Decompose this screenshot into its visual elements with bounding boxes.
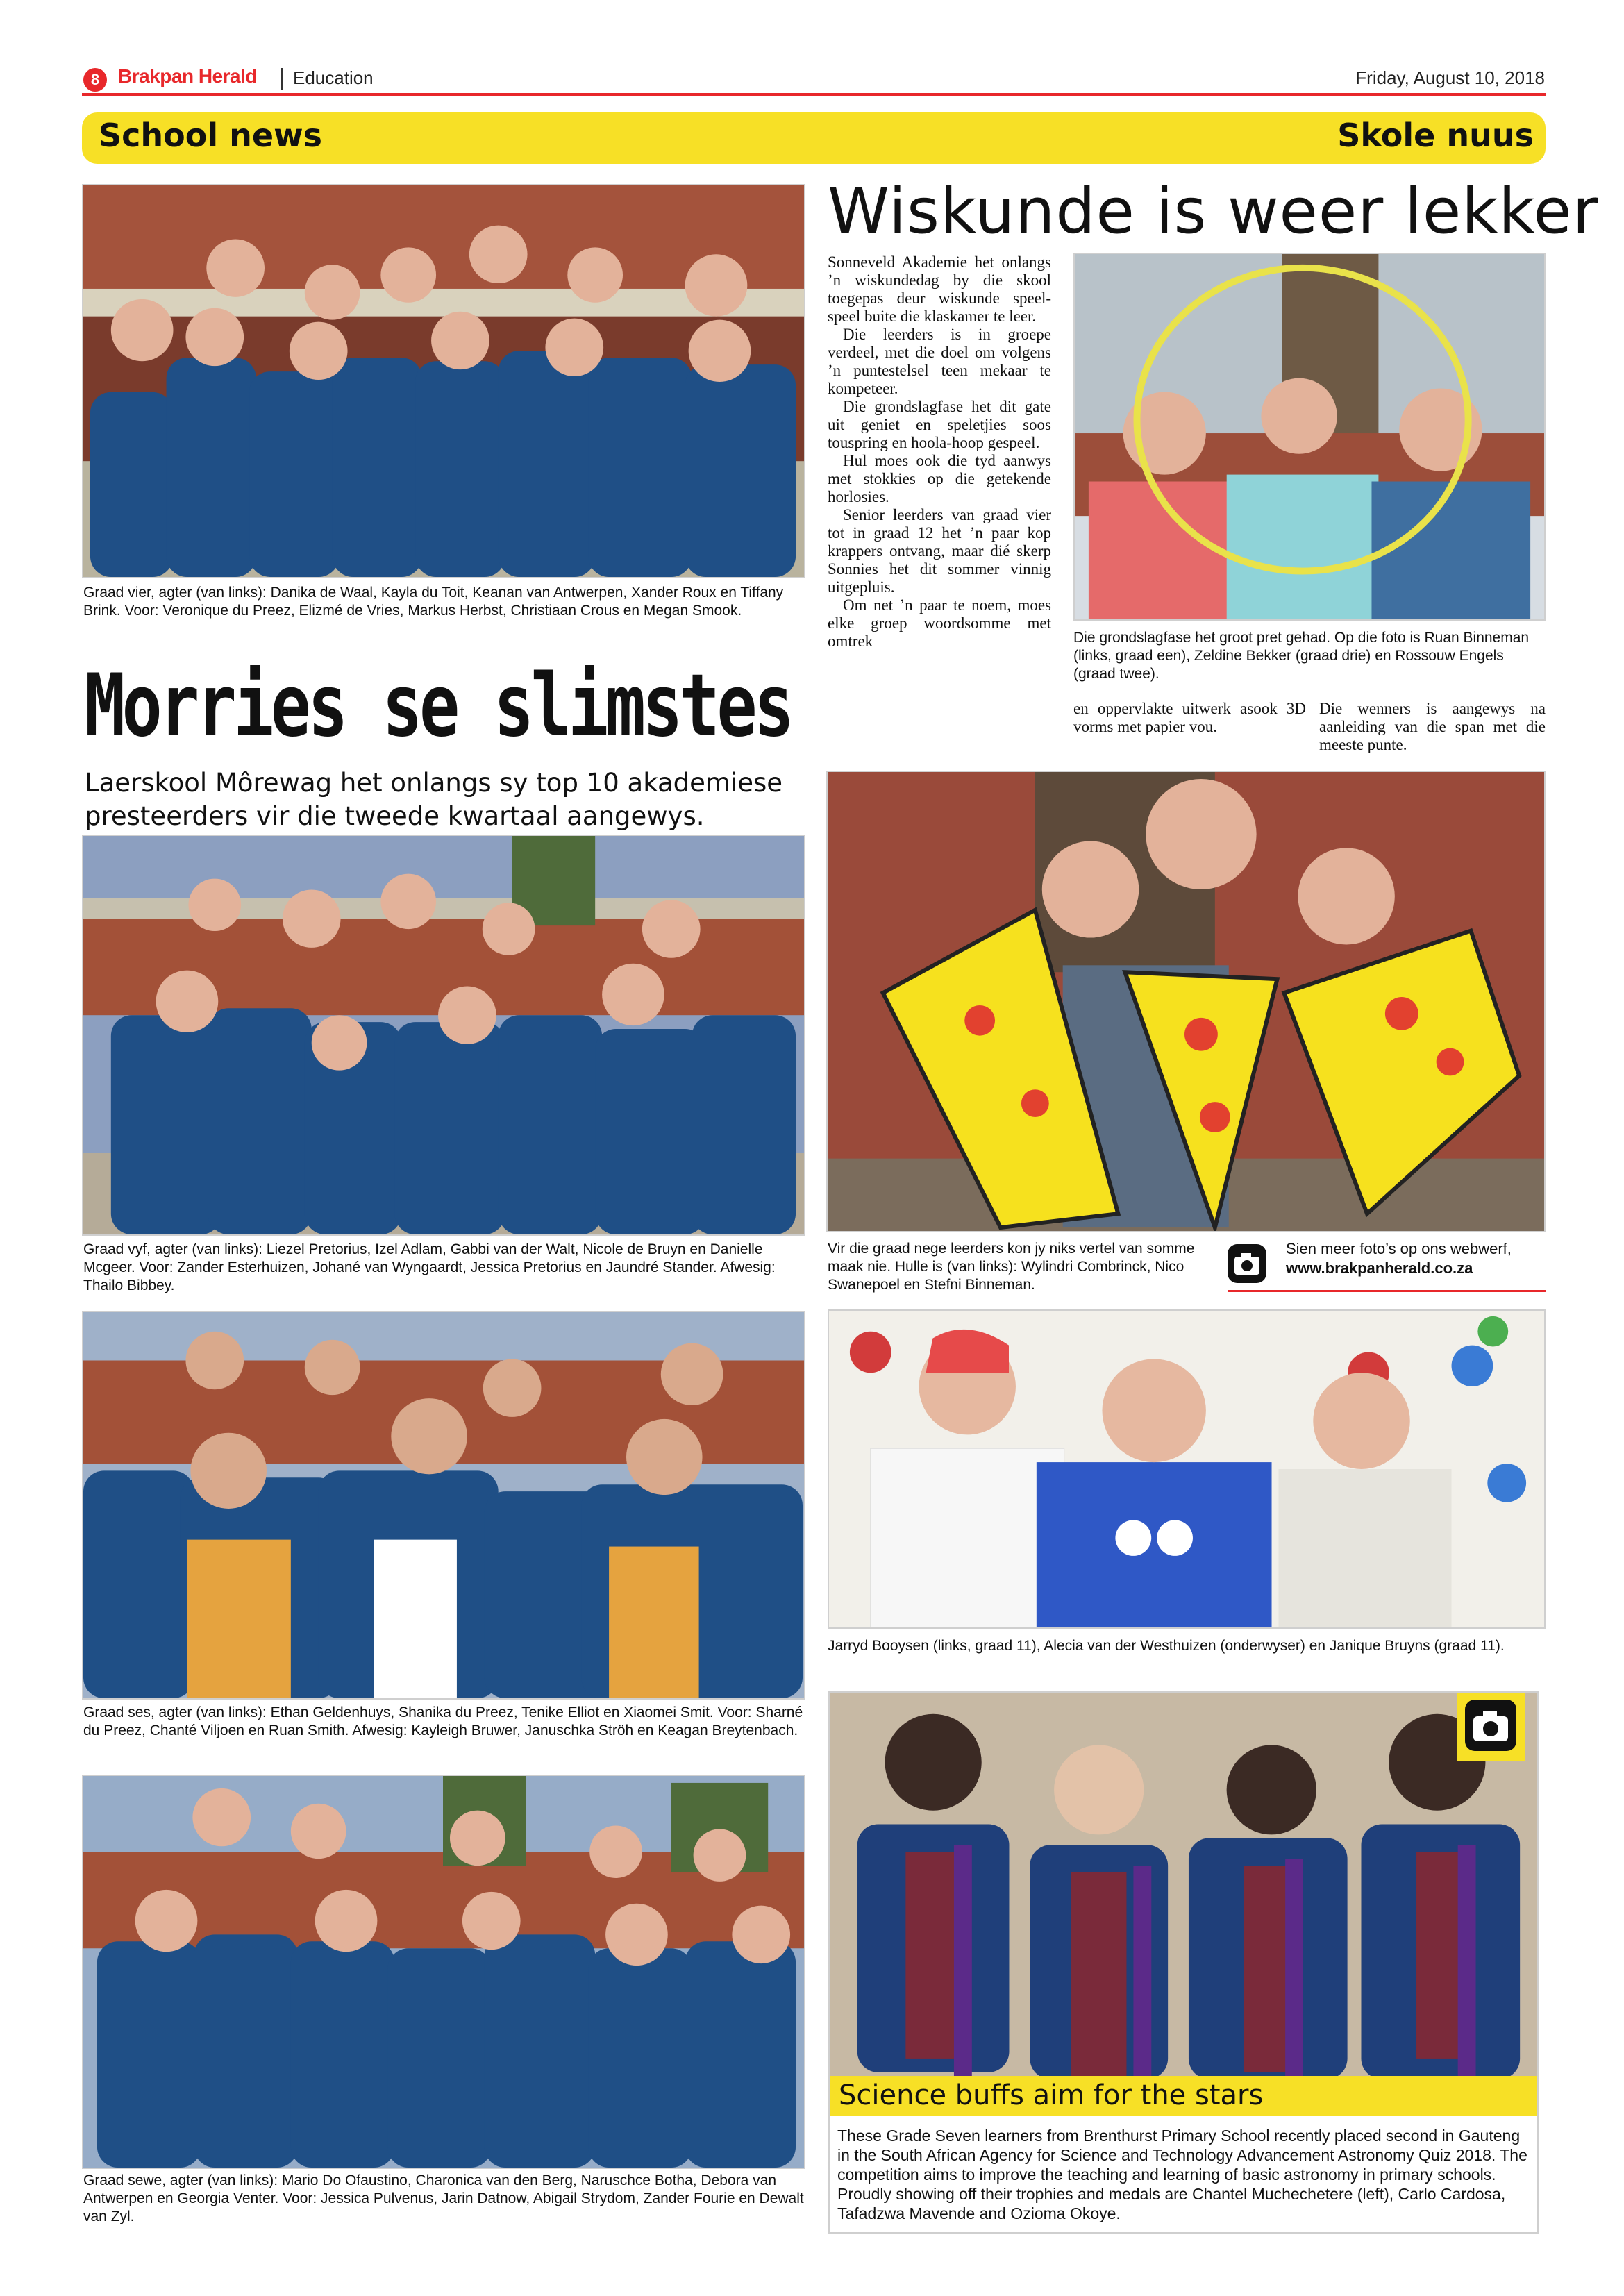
caption-graad-vyf: Graad vyf, agter (van links): Liezel Pretorius, Izel Adlam, Gabbi van der Walt, Nicole de Bruyn en Danielle Mcgeer. Voor: Zander Esterhuizen, Johané van Wyngaardt, Jessica Pretorius en Jaundré Stander. Afwesig: Thailo Bibbey.	[83, 1241, 776, 1293]
website-link[interactable]: www.brakpanherald.co.za	[1286, 1259, 1473, 1277]
caption-hoola-hoop: Die grondslagfase het groot pret gehad. Op die foto is Ruan Binneman (links, graad een), Zeldine Bekker (graad drie) en Rossouw Engels (graad twee).	[1073, 630, 1530, 682]
issue-date: Friday, August 10, 2018	[1355, 67, 1545, 88]
article-column-1	[828, 253, 1051, 764]
page-number: 8	[83, 68, 107, 92]
caption-graad-ses: Graad ses, agter (van links): Ethan Geldenhuys, Shanika du Preez, Tenike Elliot en Xiaomei Smit. Voor: Sharné du Preez, Chanté Viljoen en Ruan Smith. Afwesig: Kayleigh Bruwer, Januschka Ströh en Keagan Breytenbach.	[83, 1704, 803, 1738]
paragraph: Sonneveld Akademie het onlangs ’n wiskundedag by die skool toegepas deur wiskunde speel-speel buite die klaskamer te leer.	[828, 253, 1051, 325]
header-divider	[281, 68, 283, 90]
section-label: Education	[293, 67, 374, 88]
website-promo-text: Sien meer foto’s op ons webwerf,	[1286, 1240, 1512, 1257]
photo-teacher-learners	[828, 1309, 1546, 1629]
headline-wiskunde: Wiskunde is weer lekker	[828, 175, 1599, 248]
camera-icon	[1228, 1244, 1266, 1283]
paragraph: Die grondslagfase het dit gate uit geniet en speletjies soos touspring en hoola-hoop gespeel.	[828, 398, 1051, 451]
science-body: These Grade Seven learners from Brenthurst Primary School recently placed second in Gauteng in the South African Agency for Science and Technology Advancement Astronomy Quiz 2018. The competition aims to improve the teaching and learning of basic astronomy in primary schools. Proudly showing off their trophies and medals are Chantel Muchechetere (left), Carlo Cardosa, Tafadzwa Mavende and Ozioma Okoye.	[837, 2127, 1527, 2222]
header-rule	[82, 93, 1546, 96]
headline-morries: Morries se slimstes	[85, 656, 792, 756]
banner-left-title: School news	[99, 117, 322, 154]
photo-graad-sewe	[82, 1775, 805, 2169]
article-column-3: Die wenners is aangewys na aanleiding van die span met die meeste punte.	[1319, 700, 1546, 753]
caption-pizza: Vir die graad nege leerders kon jy niks vertel van somme maak nie. Hulle is (van links): Wylindri Combrinck, Nico Swanepoel en Stefni Binneman.	[828, 1241, 1195, 1293]
banner-right-title: Skole nuus	[1337, 117, 1534, 154]
promo-rule	[1228, 1290, 1546, 1292]
camera-icon	[1465, 1700, 1516, 1751]
paragraph: Senior leerders van graad vier tot in graad 12 het ’n paar kop krappers ontvang, maar dié skerp Sonnies het dit sommer vinnig uitgepluis.	[828, 506, 1051, 596]
paragraph: Hul moes ook die tyd aanwys met stokkies op die getekende horlosies.	[828, 452, 1051, 505]
caption-teacher: Jarryd Booysen (links, graad 11), Alecia van der Westhuizen (onderwyser) en Janique Bruyns (graad 11).	[828, 1638, 1505, 1654]
paper-name: Brakpan Herald	[118, 65, 257, 87]
photo-graad-ses	[82, 1311, 805, 1700]
caption-graad-vier: Graad vier, agter (van links): Danika de Waal, Kayla du Toit, Keanan van Antwerpen, Xander Roux en Tiffany Brink. Voor: Veronique du Preez, Elizmé de Vries, Markus Herbst, Christiaan Crous en Megan Smook.	[83, 585, 784, 619]
paragraph: Die leerders is in groepe verdeel, met die doel om volgens ’n puntestelsel teen mekaar te kompeteer.	[828, 326, 1051, 397]
intro-morries: Laerskool Môrewag het onlangs sy top 10 akademiese presteerders vir die tweede kwartaal aangewys.	[85, 768, 783, 831]
article-column-2: en oppervlakte uitwerk asook 3D vorms met papier vou.	[1073, 700, 1306, 735]
photo-hoola-hoop	[1073, 253, 1546, 621]
science-headline: Science buffs aim for the stars	[839, 2079, 1264, 2111]
caption-graad-sewe: Graad sewe, agter (van links): Mario Do Ofaustino, Charonica van den Berg, Naruschce Botha, Debora van Antwerpen en Georgia Venter. Voor: Jessica Pulvenus, Jarin Datnow, Abigail Strydom, Zander Fourie en Dewalt van Zyl.	[83, 2172, 804, 2224]
photo-pizza-slices	[826, 771, 1546, 1232]
photo-graad-vyf	[82, 835, 805, 1236]
photo-graad-vier	[82, 184, 805, 578]
paragraph: Om net ’n paar te noem, moes elke groep woordsomme met omtrek	[828, 596, 1051, 650]
